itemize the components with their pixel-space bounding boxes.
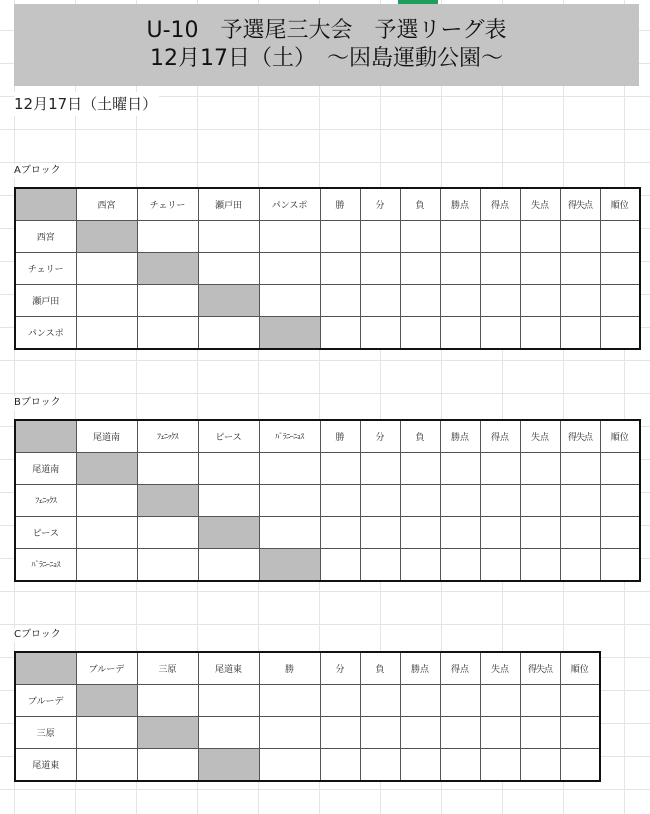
title-banner [14, 4, 639, 86]
stat-header-goal-diff[interactable]: 得失点 [520, 652, 560, 685]
stat-cell[interactable] [520, 749, 560, 782]
result-cell[interactable] [198, 485, 259, 517]
result-cell[interactable] [76, 285, 137, 317]
stat-cell[interactable] [520, 685, 560, 717]
team-header[interactable]: ﾌｪﾆｯｸｽ [137, 420, 198, 453]
result-cell[interactable] [76, 717, 137, 749]
stat-cell[interactable] [320, 549, 360, 582]
self-match-cell[interactable] [259, 317, 320, 350]
stat-header-rank[interactable]: 順位 [600, 420, 640, 453]
corner-cell[interactable] [15, 188, 76, 221]
stat-header-goal-diff[interactable]: 得失点 [560, 420, 600, 453]
stat-header-goals-against[interactable]: 失点 [480, 652, 520, 685]
result-cell[interactable] [198, 453, 259, 485]
stat-cell[interactable] [320, 285, 360, 317]
row-team-name[interactable]: 瀬戸田 [15, 285, 76, 317]
self-match-cell[interactable] [198, 517, 259, 549]
block-a-table [14, 187, 641, 350]
stat-cell[interactable] [440, 221, 480, 253]
stat-cell[interactable] [600, 549, 640, 582]
stat-cell[interactable] [400, 453, 440, 485]
row-team-name[interactable]: ﾊﾟﾗﾆｰﾆｮｽ [15, 549, 76, 582]
team-row [15, 253, 640, 285]
stat-cell[interactable] [560, 453, 600, 485]
stat-cell[interactable] [440, 285, 480, 317]
stat-cell[interactable] [480, 517, 520, 549]
stat-cell[interactable] [320, 221, 360, 253]
stat-cell[interactable] [440, 453, 480, 485]
stat-cell[interactable] [600, 485, 640, 517]
stat-cell[interactable] [560, 749, 600, 782]
stat-cell[interactable] [360, 285, 400, 317]
result-cell[interactable] [259, 453, 320, 485]
result-cell[interactable] [137, 317, 198, 350]
stat-cell[interactable] [320, 749, 360, 782]
header-row [15, 188, 640, 221]
result-cell[interactable] [259, 485, 320, 517]
stat-cell[interactable] [600, 253, 640, 285]
header-row [15, 420, 640, 453]
stat-cell[interactable] [560, 285, 600, 317]
stat-header-draws[interactable]: 分 [360, 188, 400, 221]
stat-cell[interactable] [560, 253, 600, 285]
result-cell[interactable] [137, 549, 198, 582]
stat-header-draws[interactable]: 分 [360, 420, 400, 453]
stat-cell[interactable] [440, 749, 480, 782]
stat-cell[interactable] [320, 253, 360, 285]
stat-cell[interactable] [360, 253, 400, 285]
stat-cell[interactable] [560, 717, 600, 749]
stat-cell[interactable] [360, 453, 400, 485]
result-cell[interactable] [259, 517, 320, 549]
stat-cell[interactable] [480, 221, 520, 253]
stat-cell[interactable] [440, 485, 480, 517]
stat-cell[interactable] [360, 485, 400, 517]
stat-header-wins[interactable]: 勝 [320, 188, 360, 221]
row-team-name[interactable]: 西宮 [15, 221, 76, 253]
stat-cell[interactable] [480, 453, 520, 485]
result-cell[interactable] [76, 549, 137, 582]
block-c-label: Cブロック [14, 629, 61, 640]
stat-cell[interactable] [400, 717, 440, 749]
result-cell[interactable] [76, 749, 137, 782]
stat-cell[interactable] [440, 717, 480, 749]
block-b-table [14, 419, 641, 582]
stat-cell[interactable] [560, 485, 600, 517]
self-match-cell[interactable] [198, 749, 259, 782]
stat-cell[interactable] [480, 253, 520, 285]
team-header[interactable]: チェリー [137, 188, 198, 221]
row-team-name[interactable]: 三原 [15, 717, 76, 749]
stat-cell[interactable] [480, 685, 520, 717]
result-cell[interactable] [137, 685, 198, 717]
stat-header-losses[interactable]: 負 [360, 652, 400, 685]
result-cell[interactable] [137, 453, 198, 485]
result-cell[interactable] [198, 717, 259, 749]
stat-cell[interactable] [400, 317, 440, 350]
stat-cell[interactable] [320, 453, 360, 485]
stat-cell[interactable] [400, 749, 440, 782]
stat-cell[interactable] [560, 549, 600, 582]
team-row [15, 685, 600, 717]
stat-cell[interactable] [480, 317, 520, 350]
team-header[interactable]: 瀬戸田 [198, 188, 259, 221]
block-c-table [14, 651, 601, 782]
corner-cell[interactable] [15, 420, 76, 453]
team-row [15, 285, 640, 317]
stat-header-goals-for[interactable]: 得点 [440, 652, 480, 685]
date-heading: 12月17日（土曜日） [14, 92, 159, 116]
result-cell[interactable] [76, 317, 137, 350]
stat-cell[interactable] [440, 253, 480, 285]
row-team-name[interactable]: チェリー [15, 253, 76, 285]
row-team-name[interactable]: ピース [15, 517, 76, 549]
row-team-name[interactable]: ブルーデ [15, 685, 76, 717]
stat-cell[interactable] [400, 549, 440, 582]
stat-cell[interactable] [400, 253, 440, 285]
stat-cell[interactable] [480, 549, 520, 582]
stat-cell[interactable] [320, 685, 360, 717]
stat-cell[interactable] [480, 285, 520, 317]
stat-cell[interactable] [400, 221, 440, 253]
stat-header-points[interactable]: 勝点 [440, 188, 480, 221]
result-cell[interactable] [198, 221, 259, 253]
self-match-cell[interactable] [137, 485, 198, 517]
stat-cell[interactable] [440, 549, 480, 582]
stat-header-draws[interactable]: 分 [320, 652, 360, 685]
result-cell[interactable] [76, 517, 137, 549]
team-row [15, 485, 640, 517]
result-cell[interactable] [137, 285, 198, 317]
stat-cell[interactable] [600, 221, 640, 253]
team-row [15, 221, 640, 253]
stat-cell[interactable] [440, 317, 480, 350]
result-cell[interactable] [198, 549, 259, 582]
stat-cell[interactable] [560, 221, 600, 253]
row-team-name[interactable]: ﾌｪﾆｯｸｽ [15, 485, 76, 517]
team-header[interactable]: 尾道南 [76, 420, 137, 453]
stat-header-wins[interactable]: 勝 [320, 420, 360, 453]
stat-cell[interactable] [560, 685, 600, 717]
team-row [15, 453, 640, 485]
team-header[interactable]: パンスポ [259, 188, 320, 221]
result-cell[interactable] [259, 253, 320, 285]
stat-cell[interactable] [520, 253, 560, 285]
result-cell[interactable] [259, 221, 320, 253]
team-row [15, 749, 600, 782]
stat-header-points[interactable]: 勝点 [440, 420, 480, 453]
team-header[interactable]: 尾道東 [198, 652, 259, 685]
title-line-2: 12月17日（土） ～因島運動公園～ [150, 46, 503, 71]
stat-cell[interactable] [520, 317, 560, 350]
stat-cell[interactable] [480, 749, 520, 782]
block-b-label: Bブロック [14, 397, 61, 408]
result-cell[interactable] [137, 749, 198, 782]
result-cell[interactable] [137, 517, 198, 549]
result-cell[interactable] [198, 685, 259, 717]
stat-cell[interactable] [520, 517, 560, 549]
stat-cell[interactable] [480, 717, 520, 749]
result-cell[interactable] [76, 253, 137, 285]
stat-header-rank[interactable]: 順位 [600, 188, 640, 221]
corner-cell[interactable] [15, 652, 76, 685]
team-header[interactable]: ピース [198, 420, 259, 453]
stat-cell[interactable] [320, 317, 360, 350]
stat-header-goals-for[interactable]: 得点 [480, 420, 520, 453]
stat-cell[interactable] [360, 317, 400, 350]
result-cell[interactable] [198, 317, 259, 350]
stat-cell[interactable] [520, 549, 560, 582]
stat-cell[interactable] [360, 549, 400, 582]
stat-cell[interactable] [360, 685, 400, 717]
stat-cell[interactable] [400, 485, 440, 517]
stat-header-losses[interactable]: 負 [400, 420, 440, 453]
title-line-1: U-10 予選尾三大会 予選リーグ表 [146, 18, 507, 43]
self-match-cell[interactable] [76, 685, 137, 717]
team-row [15, 517, 640, 549]
stat-header-rank[interactable]: 順位 [560, 652, 600, 685]
stat-cell[interactable] [360, 717, 400, 749]
stat-header-goals-against[interactable]: 失点 [520, 188, 560, 221]
stat-cell[interactable] [600, 517, 640, 549]
stat-header-goals-against[interactable]: 失点 [520, 420, 560, 453]
self-match-cell[interactable] [76, 221, 137, 253]
team-row [15, 317, 640, 350]
stat-cell[interactable] [360, 221, 400, 253]
team-header[interactable]: 三原 [137, 652, 198, 685]
stat-cell[interactable] [400, 517, 440, 549]
stat-cell[interactable] [259, 749, 320, 782]
stat-header-points[interactable]: 勝点 [400, 652, 440, 685]
row-team-name[interactable]: 尾道東 [15, 749, 76, 782]
stat-header-goals-for[interactable]: 得点 [480, 188, 520, 221]
stat-cell[interactable] [259, 685, 320, 717]
stat-cell[interactable] [560, 317, 600, 350]
stat-cell[interactable] [259, 717, 320, 749]
stat-cell[interactable] [600, 285, 640, 317]
stat-cell[interactable] [520, 485, 560, 517]
header-row [15, 652, 600, 685]
stat-cell[interactable] [520, 453, 560, 485]
stat-cell[interactable] [320, 717, 360, 749]
stat-cell[interactable] [560, 517, 600, 549]
team-row [15, 717, 600, 749]
result-cell[interactable] [137, 221, 198, 253]
stat-cell[interactable] [600, 317, 640, 350]
self-match-cell[interactable] [76, 453, 137, 485]
stat-cell[interactable] [440, 517, 480, 549]
stat-cell[interactable] [600, 453, 640, 485]
stat-cell[interactable] [320, 517, 360, 549]
self-match-cell[interactable] [137, 717, 198, 749]
result-cell[interactable] [76, 485, 137, 517]
stat-cell[interactable] [520, 717, 560, 749]
stat-cell[interactable] [400, 285, 440, 317]
self-match-cell[interactable] [137, 253, 198, 285]
stat-cell[interactable] [360, 517, 400, 549]
self-match-cell[interactable] [198, 285, 259, 317]
stat-header-goal-diff[interactable]: 得失点 [560, 188, 600, 221]
stat-cell[interactable] [320, 485, 360, 517]
stat-cell[interactable] [440, 685, 480, 717]
row-team-name[interactable]: パンスポ [15, 317, 76, 350]
stat-cell[interactable] [520, 221, 560, 253]
row-team-name[interactable]: 尾道南 [15, 453, 76, 485]
result-cell[interactable] [198, 253, 259, 285]
self-match-cell[interactable] [259, 549, 320, 582]
result-cell[interactable] [259, 285, 320, 317]
team-header[interactable]: 西宮 [76, 188, 137, 221]
team-row [15, 549, 640, 582]
stat-cell[interactable] [360, 749, 400, 782]
team-header[interactable]: ﾊﾟﾗﾆｰﾆｮｽ [259, 420, 320, 453]
stat-header-wins[interactable]: 勝 [259, 652, 320, 685]
stat-cell[interactable] [400, 685, 440, 717]
team-header[interactable]: ブルーデ [76, 652, 137, 685]
block-a-label: Aブロック [14, 165, 61, 176]
stat-cell[interactable] [480, 485, 520, 517]
stat-cell[interactable] [520, 285, 560, 317]
stat-header-losses[interactable]: 負 [400, 188, 440, 221]
